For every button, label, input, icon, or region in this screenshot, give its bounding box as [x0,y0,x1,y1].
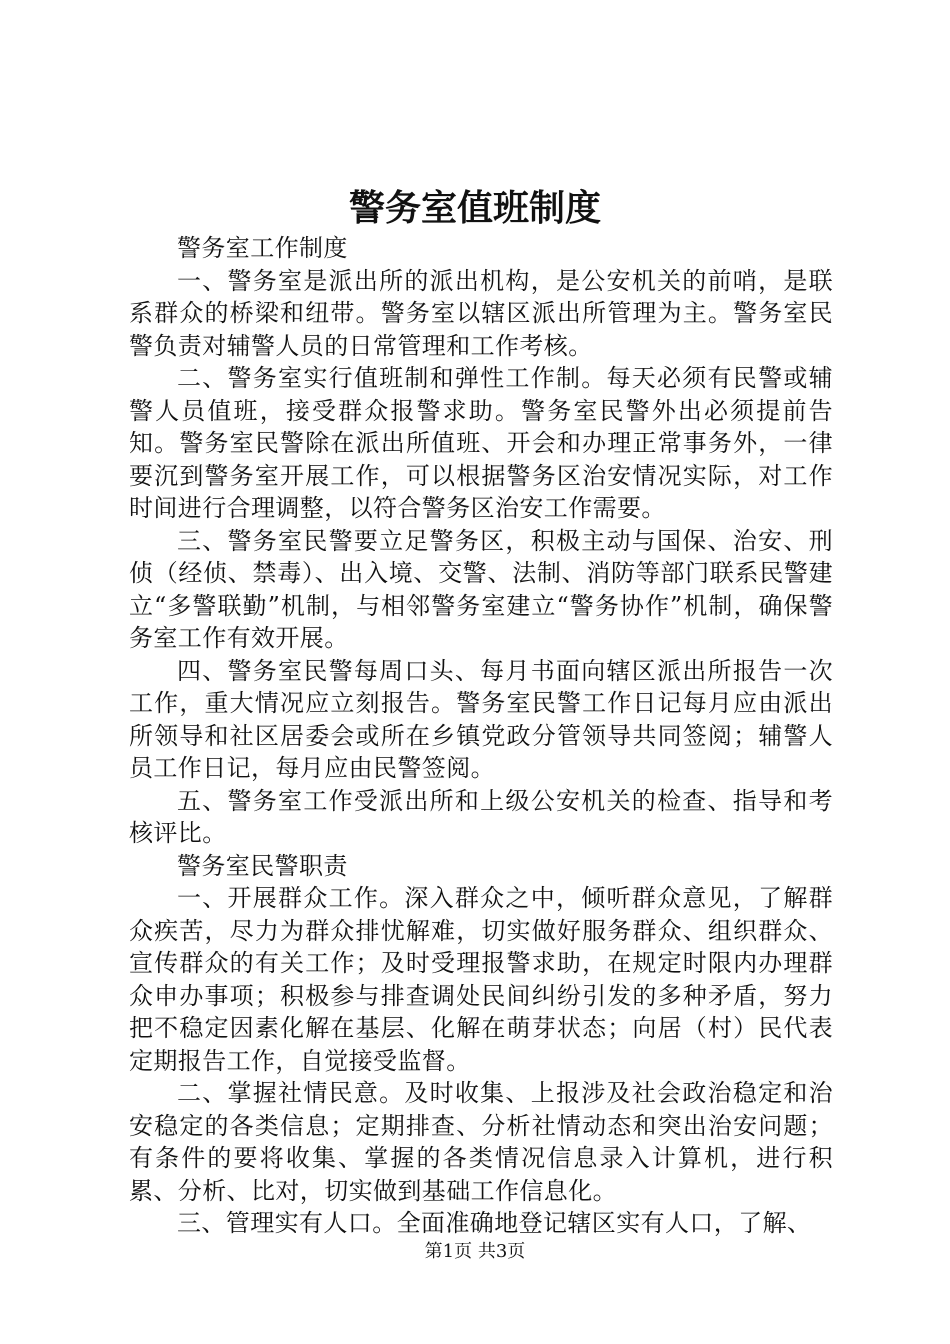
paragraph: 三、管理实有人口。全面准确地登记辖区实有人口，了解、 [177,1209,812,1237]
paragraph: 二、掌握社情民意。及时收集、上报涉及社会政治稳定和治安稳定的各类信息；定期排查、分析社情动态和突出治安问题；有条件的要将收集、掌握的各类情况信息录入计算机，进行积累、分析、比对，切实做到基础工作信息化。 [129,1079,833,1205]
paragraph: 二、警务室实行值班制和弹性工作制。每天必须有民警或辅警人员值班，接受群众报警求助。警务室民警外出必须提前告知。警务室民警除在派出所值班、开会和办理正常事务外，一律要沉到警务室开展工作，可以根据警务区治安情况实际，对工作时间进行合理调整，以符合警务区治安工作需要。 [129,364,833,522]
section-heading: 警务室工作制度 [177,234,348,262]
page-title: 警务室值班制度 [348,187,601,229]
paragraph: 四、警务室民警每周口头、每月书面向辖区派出所报告一次工作，重大情况应立刻报告。警务室民警工作日记每月应由派出所领导和社区居委会或所在乡镇党政分管领导共同签阅；辅警人员工作日记，每月应由民警签阅。 [129,656,833,782]
paragraph: 五、警务室工作受派出所和上级公安机关的检查、指导和考核评比。 [129,786,833,847]
paragraph: 一、警务室是派出所的派出机构，是公安机关的前哨，是联系群众的桥梁和纽带。警务室以辖区派出所管理为主。警务室民警负责对辅警人员的日常管理和工作考核。 [129,266,833,360]
section-heading: 警务室民警职责 [177,851,348,880]
page-footer: 第1页 共3页 [424,1241,526,1262]
document-body [129,232,833,1240]
paragraph: 三、警务室民警要立足警务区，积极主动与国保、治安、刑侦（经侦、禁毒）、出入境、交警、法制、消防等部门联系民警建立“多警联勤”机制，与相邻警务室建立“警务协作”机制，确保警务室工作有效开展。 [129,526,833,652]
paragraph: 一、开展群众工作。深入群众之中，倾听群众意见，了解群众疾苦，尽力为群众排忧解难，切实做好服务群众、组织群众、宣传群众的有关工作；及时受理报警求助，在规定时限内办理群众申办事项；积极参与排查调处民间纠纷引发的多种矛盾，努力把不稳定因素化解在基层、化解在萌芽状态；向居（村）民代表定期报告工作，自觉接受监督。 [129,884,833,1075]
